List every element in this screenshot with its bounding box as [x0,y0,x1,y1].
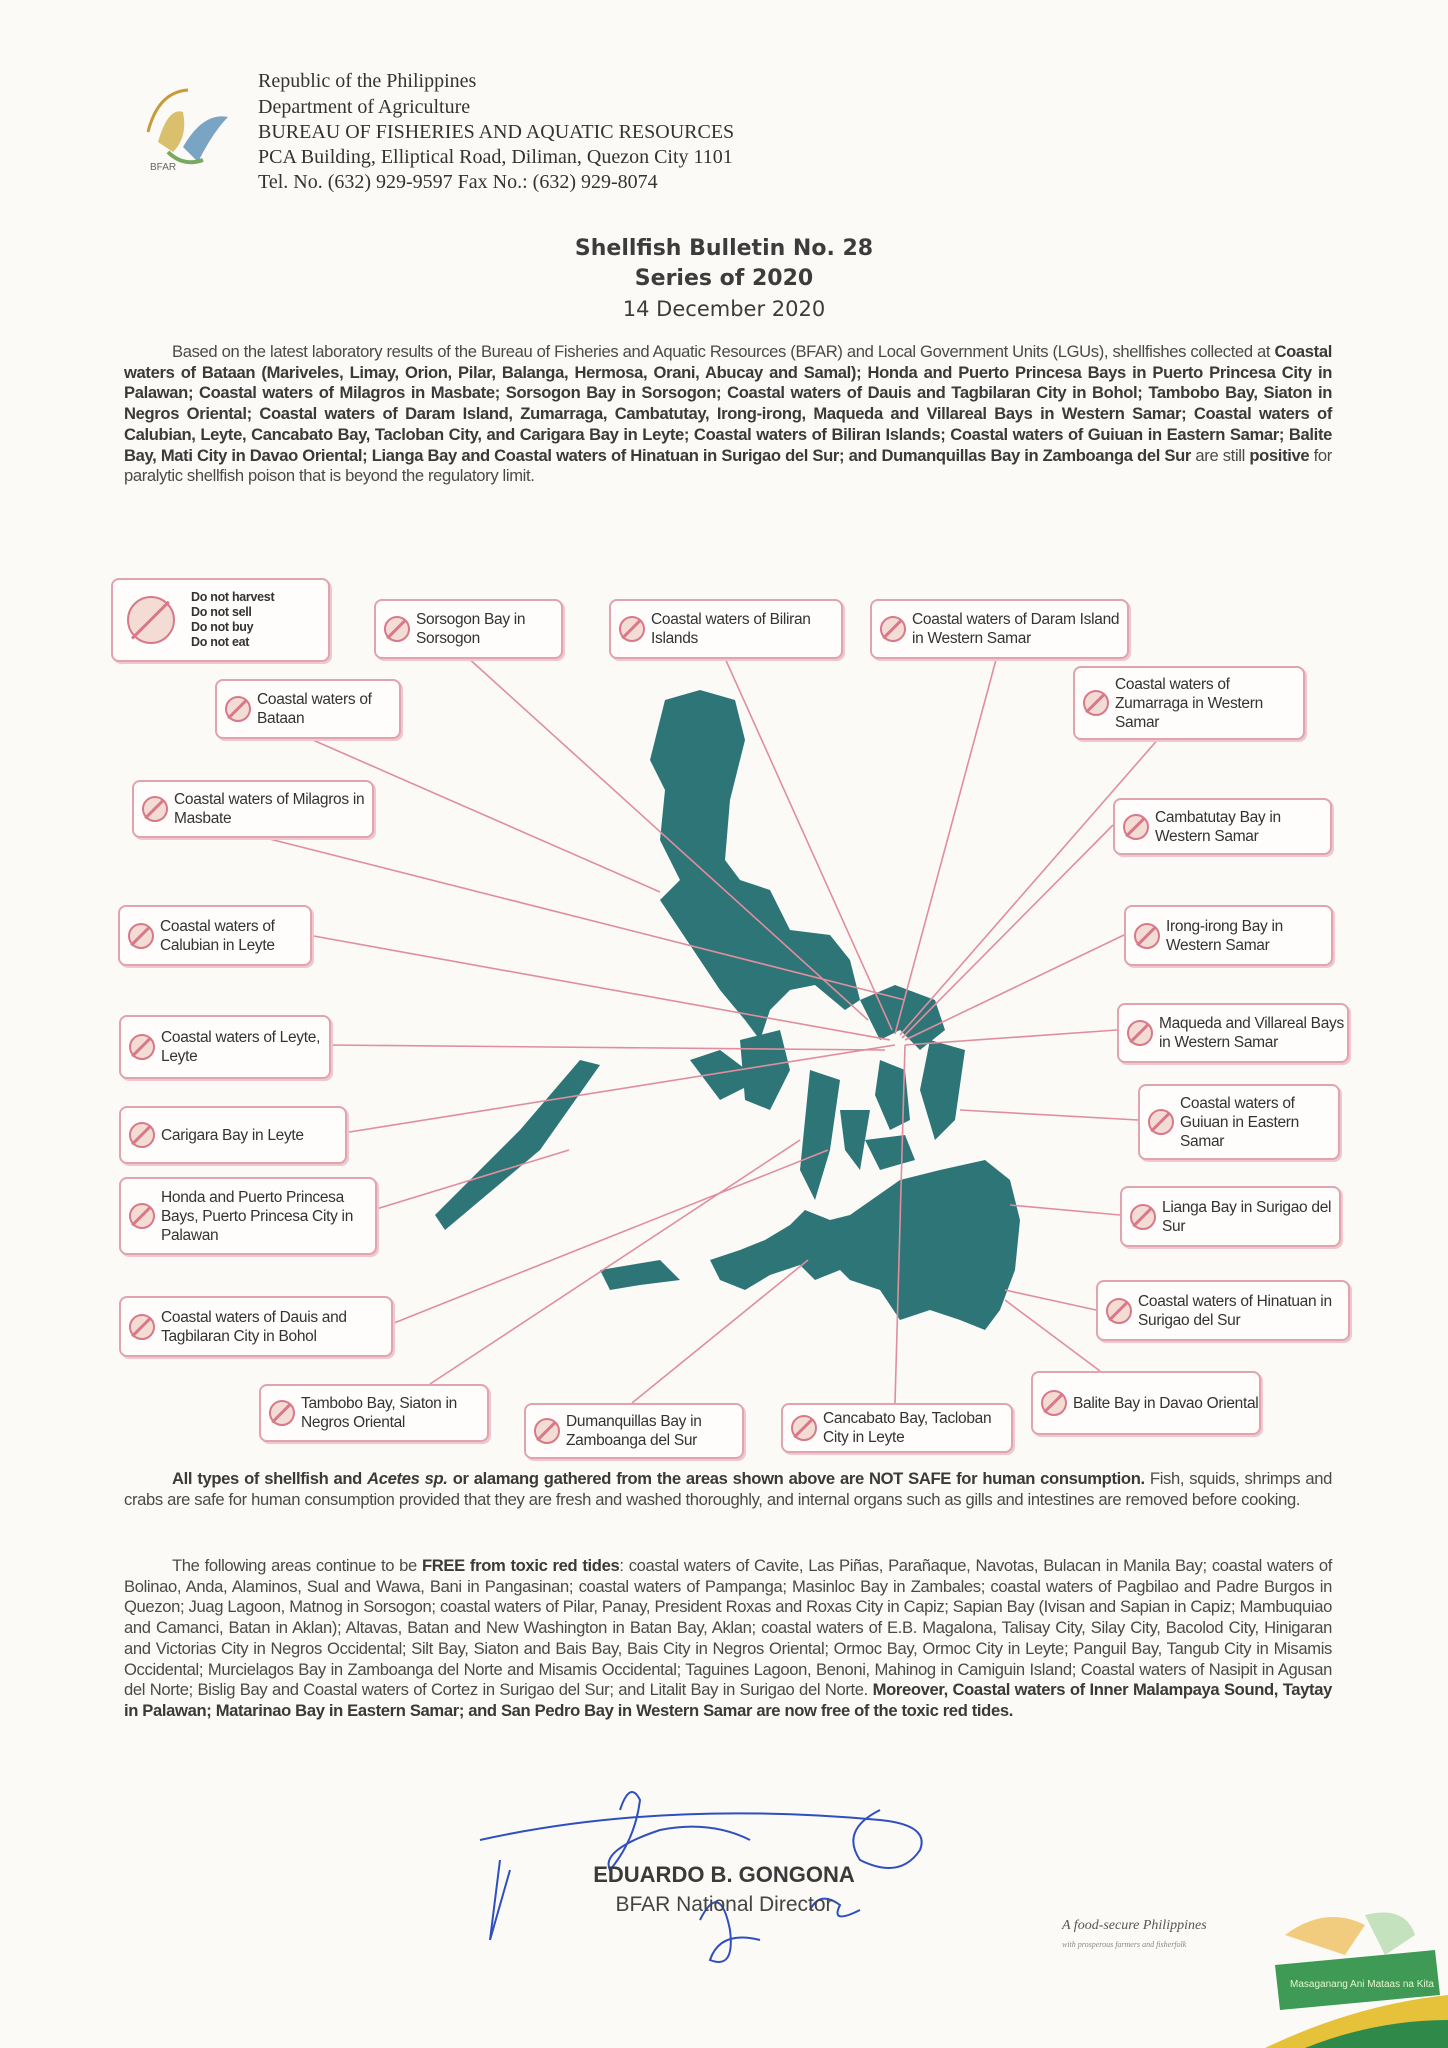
legend-box [111,578,330,662]
prohibited-icon [1127,1020,1153,1046]
callout-dumanquillas [524,1403,744,1459]
signatory-name: EDUARDO B. GONGONA [593,1862,855,1887]
prohibited-icon [129,1034,155,1060]
svg-text:BFAR: BFAR [150,162,177,173]
leader-line [905,935,1124,1040]
callout-label: Coastal waters of Hinatuan in Surigao del Sur [1138,1292,1332,1329]
callout-label: Honda and Puerto Princesa Bays, Puerto Princesa City in Palawan [161,1188,354,1244]
prohibited-icon [1148,1109,1174,1135]
leader-line [250,834,905,1000]
prohibited-icon [129,1203,155,1229]
warning-paragraph: All types of shellfish and Acetes sp. or alamang gathered from the areas shown above are NOT SAFE for human consumption. Fish, squids, shrimps and crabs are safe for human consumption provided that they are fresh and washed thoroughly, and internal organs such as gills and intestines are removed before cooking. [124,1469,1332,1509]
header-line: PCA Building, Elliptical Road, Diliman, Quezon City 1101 [258,146,733,168]
callout-bataan [215,679,401,739]
callout-label: Coastal waters of Biliran Islands [651,611,811,647]
callout-label: Carigara Bay in Leyte [161,1126,304,1144]
prohibited-icon [1123,814,1149,840]
leader-line [1005,1290,1096,1310]
prohibited-icon [1106,1298,1132,1324]
callout-label: Dumanquillas Bay in Zamboanga del Sur [566,1413,702,1449]
legend-item: Do not buy [191,620,254,634]
callout-label: Coastal waters of Dauis and Tagbilaran City in Bohol [161,1308,347,1345]
footer-tagline: A food-secure Philippines [1062,1918,1207,1933]
callout-label: Sorsogon Bay in Sorsogon [416,611,526,647]
callout-maqueda [1117,1003,1349,1063]
callout-label: Maqueda and Villareal Bays in Western Samar [1159,1015,1344,1051]
callout-label: Coastal waters of Milagros in Masbate [174,791,365,827]
header-line: Department of Agriculture [258,96,471,118]
callout-daram [870,599,1129,659]
callout-label: Coastal waters of Guiuan in Eastern Samar [1180,1094,1299,1150]
bulletin-series: Series of 2020 [634,266,814,291]
callout-irong-irong [1124,905,1333,966]
prohibited-icon [1134,923,1160,949]
leader-line [895,656,997,1034]
header-line: Republic of the Philippines [258,70,477,92]
signatory-title: BFAR National Director [615,1893,833,1916]
leader-line [389,1150,828,1325]
callout-honda [119,1177,377,1255]
leader-line [1005,1300,1100,1371]
header-line: BUREAU OF FISHERIES AND AQUATIC RESOURCES [258,121,735,143]
prohibited-shellfish-icon [127,596,175,644]
prohibited-icon [619,616,645,642]
callout-label: Coastal waters of Calubian in Leyte [160,917,275,954]
callout-cancabato [781,1403,1013,1453]
prohibited-icon [384,616,410,642]
prohibited-icon [129,1122,155,1148]
intro-paragraph: Based on the latest laboratory results of the Bureau of Fisheries and Aquatic Resources (BFAR) and Local Government Units (LGUs), shellfishes collected at Coastal waters of Bataan (Mariveles, Limay, Orion, Pilar, Balanga, Hermosa, Orani, Abucay and Samal); Honda and Puerto Princesa Bays in Puerto Princesa City in Palawan; Coastal waters of Milagros in Masbate; Sorsogon Bay in Sorsogon; Coastal waters of Dauis and Tagbilaran City in Bohol; Tambobo Bay, Siaton in Negros Oriental; Coastal waters of Daram Island, Zumarraga, Cambatutay, Irong-irong, Maqueda and Villareal Bays in Western Samar; Coastal waters of Calubian, Leyte, Cancabato Bay, Tacloban City, and Carigara Bay in Leyte; Coastal waters of Biliran Islands; Coastal waters of Guiuan in Eastern Samar; Balite Bay, Mati City in Davao Oriental; Lianga Bay and Coastal waters of Hinatuan in Surigao del Sur; and Dumanquillas Bay in Zamboanga del Sur are still positive for paralytic shellfish poison that is beyond the regulatory limit. [124,342,1332,486]
legend-item: Do not sell [191,605,252,619]
free-areas-paragraph: The following areas continue to be FREE from toxic red tides: coastal waters of Cavite, Las Piñas, Parañaque, Navotas, Bulacan in Manila Bay; coastal waters of Bolinao, Anda, Alaminos, Sual and Wawa, Bani in Pangasinan; coastal waters of Pampanga; Masinloc Bay in Zambales; coastal waters of Pagbilao and Padre Burgos in Quezon; Juag Lagoon, Matnog in Sorsogon; coastal waters of Pilar, Panay, President Roxas and Roxas City in Capiz; Sapian Bay (Ivisan and Sapian in Capiz; Mambuquiao and Camanci, Batan in Aklan); Altavas, Batan and New Washington in Batan Bay, Aklan; coastal waters of E.B. Magalona, Talisay City, Silay City, Bacolod City, Hinigaran and Victorias City in Negros Occidental; Silt Bay, Siaton and Bais Bay, Bais City in Negros Oriental; Ormoc Bay, Ormoc City in Leyte; Panguil Bay, Tangub City in Misamis Occidental; Murcielagos Bay in Zamboanga del Norte and Misamis Occidental; Taguines Lagoon, Benoni, Mahinog in Camiguin Island; Coastal waters of Nasipit in Agusan del Norte; Bislig Bay and Coastal waters of Cortez in Surigao del Sur; and Litalit Bay in Surigao del Norte. Moreover, Coastal waters of Inner Malampaya Sound, Taytay in Palawan; Matarinao Bay in Eastern Samar; and San Pedro Bay in Western Samar are now free of the toxic red tides. [124,1556,1333,1720]
callout-milagros [132,780,374,838]
prohibited-icon [129,1314,155,1340]
callout-hinatuan [1096,1280,1350,1341]
callout-label: Coastal waters of Daram Island in Western Samar [912,611,1120,647]
bulletin-date: 14 December 2020 [622,297,826,321]
footer-subtagline: with prosperous farmers and fisherfolk [1062,1940,1187,1949]
callout-tambobo [259,1384,489,1442]
prohibited-icon [534,1418,560,1444]
callout-zumarraga [1073,666,1305,740]
masaganang-ani-logo [1265,1895,1448,2048]
prohibited-icon [880,616,906,642]
leader-line [1010,1205,1120,1215]
callout-label: Coastal waters of Bataan [257,691,372,727]
callout-lianga [1120,1186,1341,1247]
callout-guiuan [1138,1084,1340,1160]
leader-line [902,825,1113,1038]
callout-leyte [119,1015,331,1079]
prohibited-icon [1083,690,1109,716]
legend-item: Do not eat [191,635,250,649]
callout-label: Cambatutay Bay in Western Samar [1155,808,1281,845]
header-line: Tel. No. (632) 929-9597 Fax No.: (632) 929-8074 [258,171,658,193]
legend-item: Do not harvest [191,590,275,604]
callout-label: Coastal waters of Leyte, Leyte [161,1029,321,1065]
callout-label: Tambobo Bay, Siaton in Negros Oriental [301,1395,457,1431]
callout-label: Cancabato Bay, Tacloban City in Leyte [823,1410,992,1446]
bulletin-title: Shellfish Bulletin No. 28 [574,236,874,261]
callout-label: Balite Bay in Davao Oriental [1073,1394,1259,1412]
prohibited-icon [225,696,251,722]
leader-line [327,1045,885,1050]
prohibited-icon [269,1400,295,1426]
badge-text: Masaganang Ani Mataas na Kita [1290,1979,1434,1990]
prohibited-icon [1130,1204,1156,1230]
leader-line [960,1110,1138,1120]
prohibited-icon [128,923,154,949]
callout-carigara [119,1106,347,1164]
leader-line [900,737,1160,1035]
callout-biliran [609,599,843,659]
callout-label: Lianga Bay in Surigao del Sur [1162,1198,1332,1235]
callout-sorsogon [374,599,563,659]
callout-cambatutay [1113,798,1332,855]
prohibited-icon [142,796,168,822]
callout-label: Irong-irong Bay in Western Samar [1166,917,1283,954]
callout-balite [1031,1371,1261,1435]
prohibited-icon [1041,1390,1067,1416]
callout-label: Coastal waters of Zumarraga in Western Samar [1115,675,1263,731]
prohibited-icon [791,1415,817,1441]
callout-calubian [118,905,312,966]
callout-dauis [119,1296,393,1357]
